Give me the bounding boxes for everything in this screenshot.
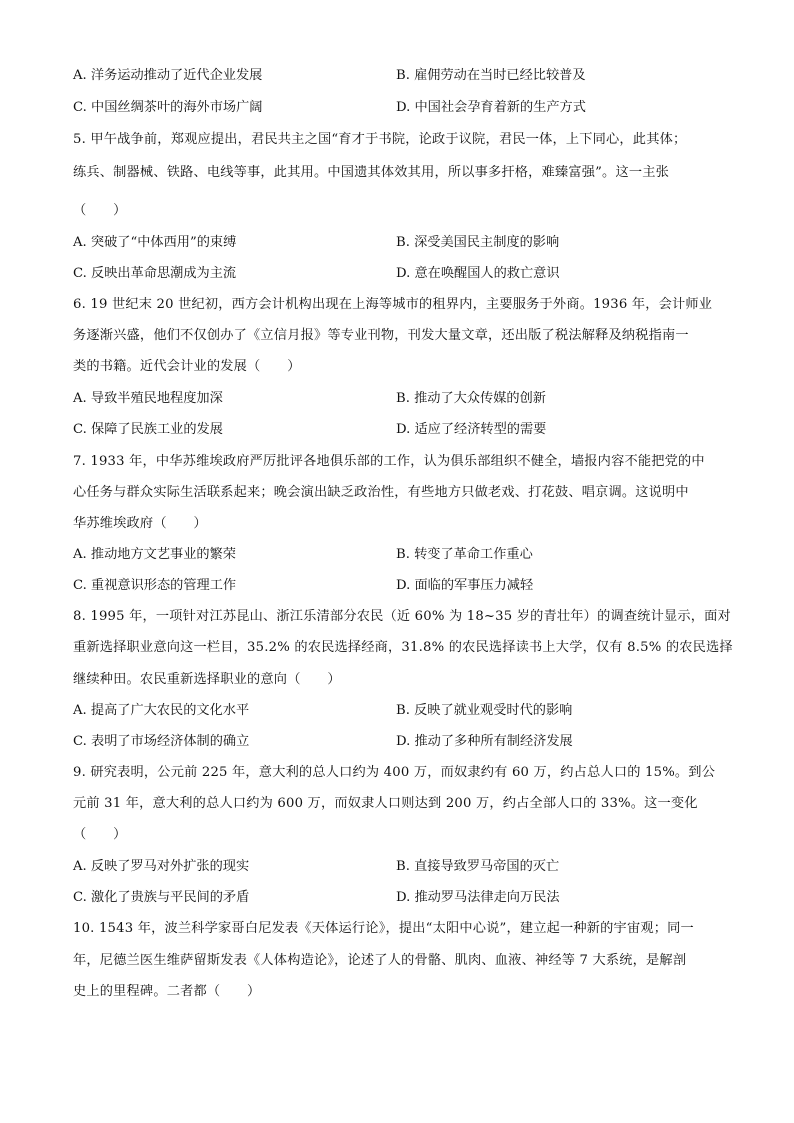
q7-stem-line-2: 心任务与群众实际生活联系起来；晚会演出缺乏政治性，有些地方只做老戏、打花鼓、唱京调。这说明中 [73,485,689,500]
q5-option-b: B. 深受美国民主制度的影响 [396,235,560,250]
q5-stem-line-2: 练兵、制器械、铁路、电线等事，此其用。中国遗其体效其用，所以事多扞格，难臻富强”。这一主张 [73,165,669,180]
q8-option-b: B. 反映了就业观受时代的影响 [396,703,573,718]
q9-answer-blank: （ ） [73,827,127,842]
q4-option-b: B. 雇佣劳动在当时已经比较普及 [396,68,586,83]
q9-option-b: B. 直接导致罗马帝国的灭亡 [396,859,560,874]
q4-option-a: A. 洋务运动推动了近代企业发展 [73,68,263,83]
q5-option-c: C. 反映出革命思潮成为主流 [73,266,237,281]
q4-option-d: D. 中国社会孕育着新的生产方式 [396,100,586,115]
q6-option-b: B. 推动了大众传媒的创新 [396,391,546,406]
q10-stem-line-2: 年，尼德兰医生维萨留斯发表《人体构造论》，论述了人的骨骼、肌肉、血液、神经等 7 大系统，是解剖 [73,953,687,968]
q7-option-c: C. 重视意识形态的管理工作 [73,578,237,593]
q7-stem-line-3: 华苏维埃政府（ ） [73,516,207,531]
q8-stem-line-1: 8. 1995 年，一项针对江苏昆山、浙江乐清部分农民（近 60% 为 18~35 岁的青壮年）的调查统计显示，面对 [73,609,731,624]
q5-answer-blank: （ ） [73,203,127,218]
q4-option-c: C. 中国丝绸茶叶的海外市场广阔 [73,100,263,115]
q7-option-a: A. 推动地方文艺事业的繁荣 [73,547,236,562]
q8-option-c: C. 表明了市场经济体制的确立 [73,734,250,749]
q6-option-a: A. 导致半殖民地程度加深 [73,391,223,406]
q6-option-c: C. 保障了民族工业的发展 [73,422,223,437]
q5-option-d: D. 意在唤醒国人的救亡意识 [396,266,560,281]
q8-option-d: D. 推动了多种所有制经济发展 [396,734,573,749]
q10-stem-line-3: 史上的里程碑。二者都（ ） [73,984,261,999]
q9-stem-line-1: 9. 研究表明，公元前 225 年，意大利的总人口约为 400 万，而奴隶约有 60 万，约占总人口的 15%。到公 [73,765,716,780]
q6-option-d: D. 适应了经济转型的需要 [396,422,547,437]
q9-option-d: D. 推动罗马法律走向万民法 [396,890,560,905]
q6-stem-line-1: 6. 19 世纪末 20 世纪初，西方会计机构出现在上海等城市的租界内，主要服务于外商。1936 年，会计师业 [73,297,713,312]
q7-option-b: B. 转变了革命工作重心 [396,547,533,562]
q9-stem-line-2: 元前 31 年，意大利的总人口约为 600 万，而奴隶人口则达到 200 万，约占全部人口的 33%。这一变化 [73,796,698,811]
q5-option-a: A. 突破了“中体西用”的束缚 [73,235,237,250]
q9-option-a: A. 反映了罗马对外扩张的现实 [73,859,250,874]
q9-option-c: C. 激化了贵族与平民间的矛盾 [73,890,250,905]
q7-stem-line-1: 7. 1933 年，中华苏维埃政府严厉批评各地俱乐部的工作，认为俱乐部组织不健全，墙报内容不能把党的中 [73,454,705,469]
q10-stem-line-1: 10. 1543 年，波兰科学家哥白尼发表《天体运行论》，提出“太阳中心说”，建立起一种新的宇宙观；同一 [73,921,694,936]
q8-stem-line-2: 重新选择职业意向这一栏目，35.2% 的农民选择经商，31.8% 的农民选择读书上大学，仅有 8.5% 的农民选择 [73,640,733,655]
q6-stem-line-2: 务逐渐兴盛，他们不仅创办了《立信月报》等专业刊物，刊发大量文章，还出版了税法解释及纳税指南一 [73,328,689,343]
q7-option-d: D. 面临的军事压力减轻 [396,578,534,593]
q5-stem-line-1: 5. 甲午战争前，郑观应提出，君民共主之国“育才于书院，论政于议院，君民一体，上下同心，此其体； [73,132,687,147]
q8-stem-line-3: 继续种田。农民重新选择职业的意向（ ） [73,672,341,687]
q8-option-a: A. 提高了广大农民的文化水平 [73,703,250,718]
q6-stem-line-3: 类的书籍。近代会计业的发展（ ） [73,359,301,374]
